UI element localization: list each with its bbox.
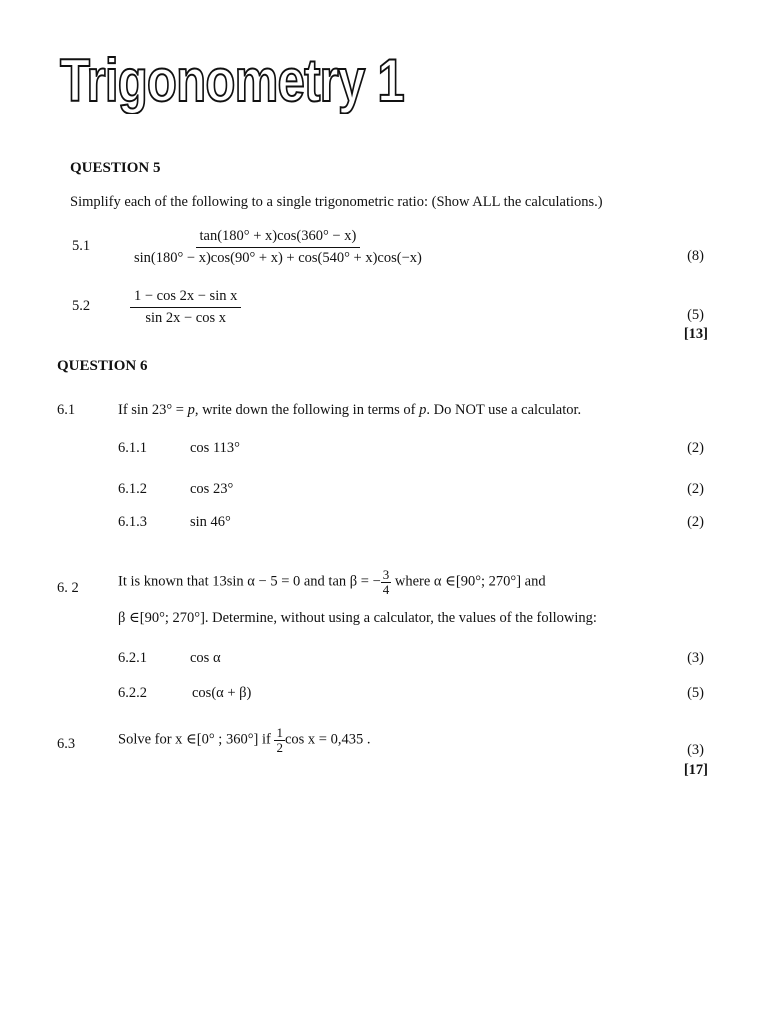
item-6-1-3-expression: sin 46° <box>190 514 231 530</box>
item-6-2-1-number: 6.2.1 <box>118 650 147 666</box>
item-6-3-number: 6.3 <box>57 736 76 752</box>
item-6-1-1-expression: cos 113° <box>190 440 240 456</box>
item-6-2-line-2: β ∈[90°; 270°]. Determine, without using a calculator, the values of the following: <box>118 610 597 626</box>
item-5-2-denominator: sin 2x − cos x <box>145 310 227 326</box>
item-6-2-fraction <box>381 568 392 596</box>
item-5-1-number: 5.1 <box>72 238 91 254</box>
item-5-2-numerator: 1 − cos 2x − sin x <box>130 288 241 308</box>
item-6-1-2-number: 6.1.2 <box>118 481 147 497</box>
item-6-1-1-number: 6.1.1 <box>118 440 147 456</box>
item-6-2-number: 6. 2 <box>57 580 79 596</box>
item-6-2-fraction-denominator: 4 <box>382 581 390 597</box>
item-6-2-fraction-numerator: 3 <box>382 567 390 582</box>
item-6-1-var-p2: p <box>419 402 427 418</box>
item-6-1-text-b: , write down the following in terms of <box>194 402 420 418</box>
item-6-1-number: 6.1 <box>57 402 76 418</box>
item-6-3-text-a: Solve for x ∈[0° ; 360°] if <box>118 731 275 748</box>
question-5-instruction: Simplify each of the following to a single trigonometric ratio: (Show ALL the calculations.) <box>70 194 603 210</box>
item-6-2-line-1-b: where α ∈[90°; 270°] and <box>391 573 546 590</box>
question-5-total: [13] <box>683 326 708 342</box>
item-6-3-text <box>118 726 370 754</box>
item-5-2-mark: (5) <box>687 307 704 323</box>
item-6-2-2-number: 6.2.2 <box>118 685 147 701</box>
item-6-1-2-expression: cos 23° <box>190 481 234 497</box>
item-6-1-text-c: . Do NOT use a calculator. <box>426 402 582 418</box>
item-6-1-var-p: p <box>187 402 195 418</box>
item-6-3-fraction-denominator: 2 <box>276 739 283 755</box>
item-5-2-number: 5.2 <box>72 298 91 314</box>
item-5-1-denominator: sin(180° − x)cos(90° + x) + cos(540° + x)cos(−x) <box>134 250 422 266</box>
question-6-heading: QUESTION 6 <box>57 358 148 374</box>
item-6-1-text-a: If sin 23° = <box>118 402 188 418</box>
item-6-1-2-mark: (2) <box>687 481 704 497</box>
item-5-1-mark: (8) <box>687 248 704 264</box>
item-6-2-1-mark: (3) <box>687 650 704 666</box>
item-6-1-3-number: 6.1.3 <box>118 514 147 530</box>
item-6-3-fraction <box>274 726 285 754</box>
item-6-2-1-expression: cos α <box>190 650 221 666</box>
item-6-2-line-1-a: It is known that 13sin α − 5 = 0 and tan β = − <box>118 573 381 590</box>
item-6-3-mark: (3) <box>687 742 704 758</box>
item-6-2-2-mark: (5) <box>687 685 704 701</box>
item-5-1-numerator: tan(180° + x)cos(360° − x) <box>196 228 361 248</box>
item-6-3-text-b: cos x = 0,435 . <box>284 731 371 748</box>
item-6-1-3-mark: (2) <box>687 514 704 530</box>
item-6-3-fraction-numerator: 1 <box>276 725 283 740</box>
item-6-2-2-expression: cos(α + β) <box>192 685 252 701</box>
question-5-heading: QUESTION 5 <box>70 160 161 176</box>
page-title: Trigonometry 1 <box>60 47 404 114</box>
item-5-2-expression <box>130 288 241 327</box>
item-5-1-expression <box>130 228 426 267</box>
question-6-total: [17] <box>683 762 708 778</box>
item-6-2-line-1 <box>118 568 546 596</box>
item-6-1-1-mark: (2) <box>687 440 704 456</box>
item-6-1-text <box>118 402 581 419</box>
